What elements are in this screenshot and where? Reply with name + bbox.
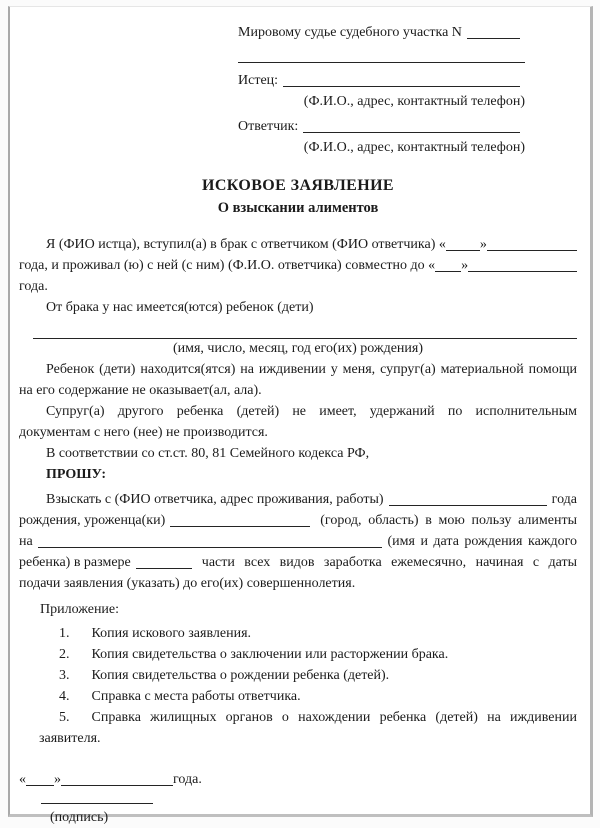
marriage-quote-2: » <box>461 258 469 273</box>
plaintiff-hint: (Ф.И.О., адрес, контактный телефон) <box>303 94 525 109</box>
paragraph-other-children-line-1: Супруг(а) другого ребенка (детей) не имеет, удержаний по исполнительным <box>46 404 577 419</box>
document-page <box>8 6 593 825</box>
list-item-text: Справка с места работы ответчика. <box>91 689 301 704</box>
marriage-text-2: года, и проживал (ю) с ней (с ним) (Ф.И.О. ответчика) совместно до « <box>19 258 436 273</box>
plaintiff-label: Истец: <box>238 73 279 88</box>
marriage-year-blank-2 <box>468 265 577 272</box>
date-line <box>19 769 577 790</box>
plaintiff-blank <box>283 80 520 87</box>
defendant-line <box>238 113 525 137</box>
list-item-number: 1. <box>59 626 70 641</box>
marriage-text-1: Я (ФИО истца), вступил(а) в брак с ответчиком (ФИО ответчика) « <box>46 237 446 252</box>
paragraph-dependency-line-2: на его содержание не оказывает(ал, ала). <box>19 383 262 398</box>
date-close-quote: » <box>54 772 61 787</box>
plaintiff-line <box>238 67 525 91</box>
marriage-date-blank-1 <box>446 244 480 251</box>
marriage-date-blank-2 <box>435 265 461 272</box>
marriage-quote-1: » <box>479 237 487 252</box>
demand-line-4 <box>19 552 577 573</box>
children-info-blank <box>33 318 577 339</box>
paragraph-other-children-line-2: документам с него (нее) не производится. <box>19 425 268 440</box>
children-names-blank <box>38 541 383 548</box>
defendant-blank <box>303 126 520 133</box>
demand-text-2b: (город, область) в мою пользу алименты <box>320 513 577 528</box>
demand-text-4b: части всех видов заработка ежемесячно, начиная с даты <box>201 555 577 570</box>
document-content <box>19 14 577 828</box>
court-header <box>238 14 525 159</box>
demand-heading: ПРОШУ: <box>46 467 107 482</box>
marriage-year-blank-1 <box>487 244 577 251</box>
paragraph-legal-basis: В соответствии со ст.ст. 80, 81 Семейного кодекса РФ, <box>46 446 370 461</box>
list-item-number: 3. <box>59 668 70 683</box>
document-subtitle: О взыскании алиментов <box>217 200 379 216</box>
date-monthyear-blank <box>61 779 173 786</box>
demand-line-2 <box>19 510 577 531</box>
list-item-number: 5. <box>59 710 70 725</box>
court-number-blank <box>467 32 520 39</box>
list-item <box>39 623 577 644</box>
list-item-text: Копия свидетельства о рождении ребенка (детей). <box>91 668 390 683</box>
list-item-number: 2. <box>59 647 70 662</box>
signature-hint: (подпись) <box>50 810 109 825</box>
list-item <box>39 707 577 728</box>
share-blank <box>136 562 192 569</box>
attachments-list <box>19 623 577 749</box>
children-info-hint: (имя, число, месяц, год его(их) рождения) <box>172 341 424 356</box>
defendant-hint: (Ф.И.О., адрес, контактный телефон) <box>303 140 525 155</box>
court-label: Мировому судье судебного участка N <box>238 25 462 40</box>
demand-line-5: подачи заявления (указать) до его(их) совершеннолетия. <box>19 576 356 591</box>
demand-line-3 <box>19 531 577 552</box>
list-item-text: Копия свидетельства о заключении или расторжении брака. <box>91 647 449 662</box>
date-suffix: года. <box>173 772 202 787</box>
demand-text-3: на <box>19 534 33 549</box>
court-name-blank <box>238 56 525 63</box>
list-item <box>39 665 577 686</box>
paragraph-dependency-line-1: Ребенок (дети) находится(ятся) на иждивении у меня, супруг(а) материальной помощи <box>46 362 577 377</box>
list-item-text: Копия искового заявления. <box>91 626 252 641</box>
document-title: ИСКОВОЕ ЗАЯВЛЕНИЕ <box>201 177 394 194</box>
court-name-line <box>238 43 525 67</box>
demand-text-1: Взыскать с (ФИО ответчика, адрес проживания, работы) <box>46 492 384 507</box>
court-line <box>238 19 525 43</box>
marriage-line-1 <box>19 234 577 255</box>
demand-text-1b: года <box>551 492 577 507</box>
birthplace-blank <box>170 520 310 527</box>
demand-line-1 <box>19 489 577 510</box>
demand-text-4: ребенка) в размере <box>19 555 131 570</box>
paragraph-marriage <box>19 234 577 297</box>
defendant-label: Ответчик: <box>238 119 299 134</box>
attachments-heading: Приложение: <box>40 602 120 617</box>
date-open-quote: « <box>19 772 26 787</box>
date-block <box>19 769 577 828</box>
list-item <box>39 644 577 665</box>
signature-blank <box>41 803 153 804</box>
marriage-line-3: года. <box>19 279 48 294</box>
list-item-number: 4. <box>59 689 70 704</box>
list-item <box>39 686 577 707</box>
paragraph-demand <box>19 489 577 594</box>
demand-text-2: рождения, уроженца(ки) <box>19 513 166 528</box>
paragraph-children: От брака у нас имеется(ются) ребенок (дети) <box>46 300 314 315</box>
list-item-wrap: заявителя. <box>39 731 101 746</box>
defendant-name-blank <box>389 499 547 506</box>
list-item-text: Справка жилищных органов о нахождении ребенка (детей) на иждивении <box>91 710 577 725</box>
marriage-line-2 <box>19 255 577 276</box>
demand-text-3b: (имя и дата рождения каждого <box>387 534 577 549</box>
date-day-blank <box>26 779 54 786</box>
